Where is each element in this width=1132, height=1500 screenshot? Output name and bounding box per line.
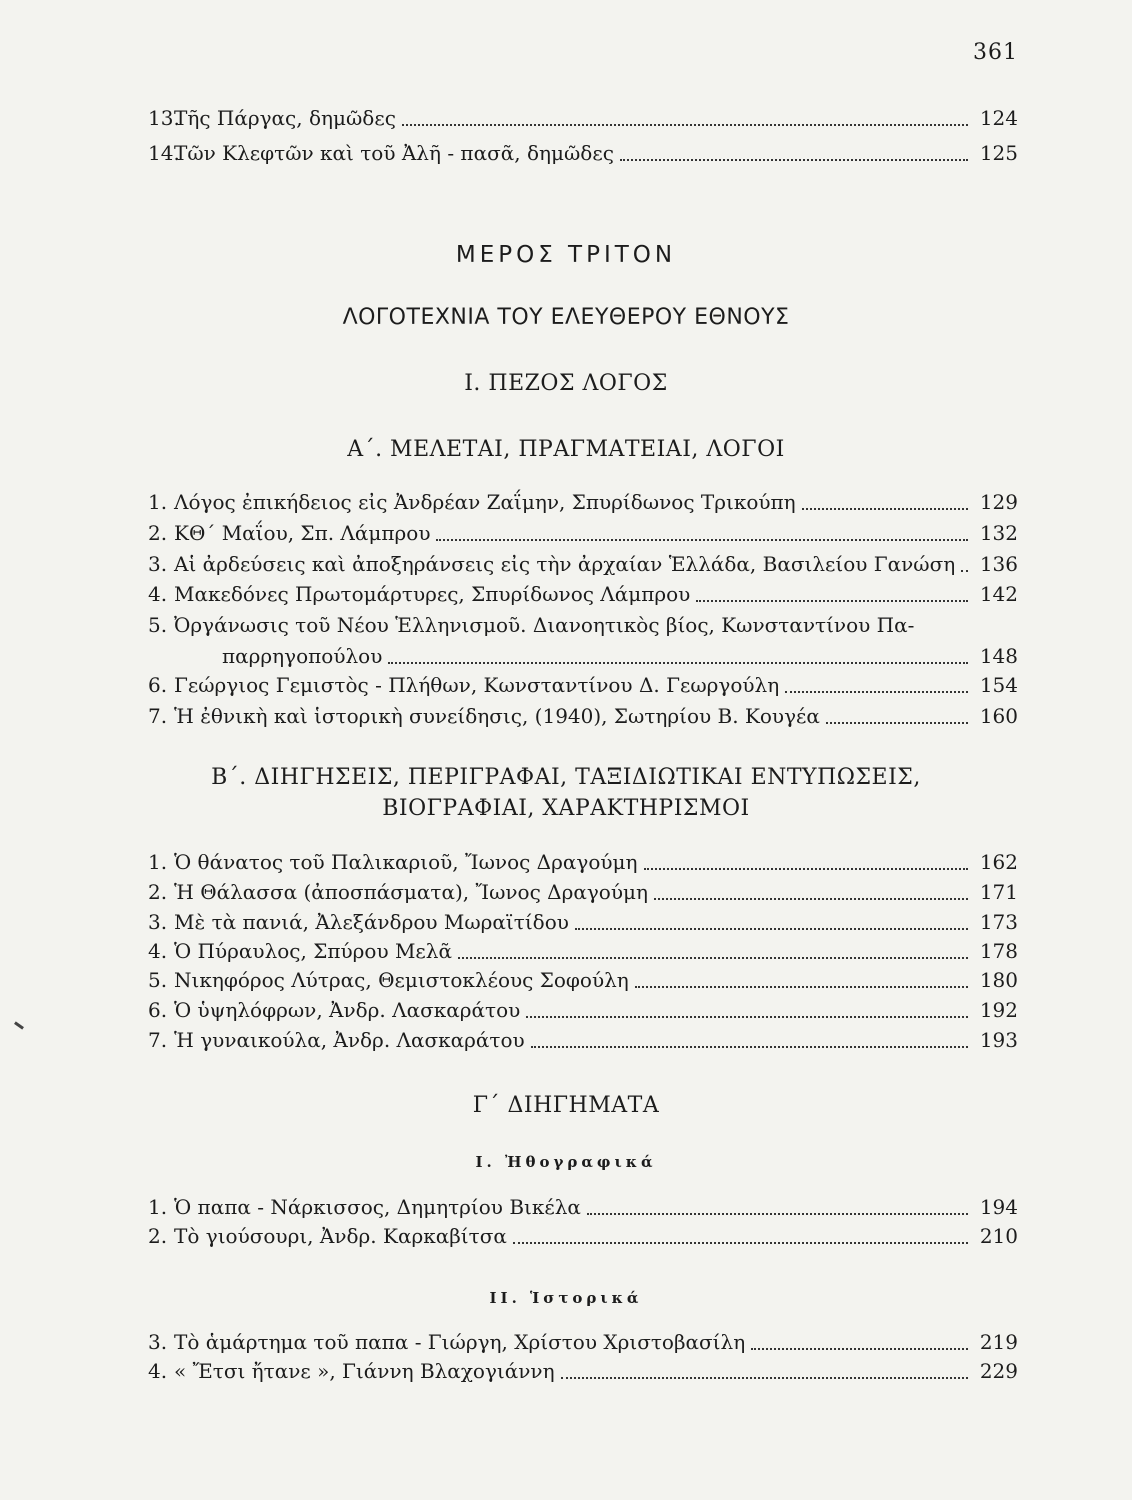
entry-number: 14. [148,141,180,165]
entry-page: 193 [979,1028,1018,1052]
toc-entry [148,937,1018,965]
dot-leader [620,159,968,161]
dot-leader [826,722,968,724]
entry-page: 136 [979,552,1018,576]
toc-entry [148,104,1018,132]
entry-number: 2. [148,521,168,545]
dot-leader [961,570,968,572]
dot-leader [402,124,968,126]
entry-page: 229 [979,1359,1018,1383]
entry-page: 160 [979,704,1018,728]
margin-mark [14,1021,24,1029]
entry-title: Ὁ παπα - Νάρκισσος, Δημητρίου Βικέλα [174,1195,581,1219]
dot-leader [436,539,968,541]
entry-page: 210 [979,1224,1018,1248]
entry-number: 3. [148,552,168,576]
entry-title: Λόγος ἐπικήδειος εἰς Ἀνδρέαν Ζαΐμην, Σπυρίδωνος Τρικούπη [174,490,796,514]
entry-number: 3. [148,910,168,934]
dot-leader [802,508,968,510]
toc-entry [148,878,1018,906]
entry-page: 125 [979,141,1018,165]
dot-leader [388,662,968,664]
entry-page: 178 [979,939,1018,963]
subsection-heading: ΙΙ. Ἱστορικά [489,1289,643,1307]
section-b-heading: Β΄. ΔΙΗΓΗΣΕΙΣ, ΠΕΡΙΓΡΑΦΑΙ, ΤΑΞΙΔΙΩΤΙΚΑΙ ΕΝΤΥΠΩΣΕΙΣ, [211,765,921,790]
dot-leader [587,1213,968,1215]
entry-page: 173 [979,910,1018,934]
toc-entry [148,488,1018,516]
entry-page: 142 [979,582,1018,606]
entry-page: 132 [979,521,1018,545]
entry-page: 129 [979,490,1018,514]
toc-entry [148,702,1018,730]
subsection-heading: Ι. Ἠθογραφικά [475,1153,657,1171]
entry-number: 6. [148,998,168,1022]
toc-entry [148,1222,1018,1250]
dot-leader [635,986,968,988]
entry-title: Αἱ ἀρδεύσεις καὶ ἀποξηράνσεις εἰς τὴν ἀρχαίαν Ἑλλάδα, Βασιλείου Γανώση [174,552,956,576]
dot-leader [751,1348,968,1350]
toc-entry [148,966,1018,994]
entry-title: Ἡ Θάλασσα (ἀποσπάσματα), Ἴωνος Δραγούμη [174,880,648,904]
entry-page: 148 [979,644,1018,668]
toc-entry [148,996,1018,1024]
toc-entry [148,519,1018,547]
entry-page: 219 [979,1330,1018,1354]
entry-page: 124 [979,106,1018,130]
toc-entry [148,611,1018,670]
dot-leader [531,1046,968,1048]
entry-number: 1. [148,1195,168,1219]
entry-title: ΚΘ΄ Μαΐου, Σπ. Λάμπρου [174,521,431,545]
part-title: ΜΕΡΟΣ ΤΡΙΤΟΝ [455,242,677,268]
entry-page: 194 [979,1195,1018,1219]
entry-number: 5. [148,613,168,637]
entry-title: Ὁ Πύραυλος, Σπύρου Μελᾶ [174,939,452,963]
entry-title: « Ἔτσι ἤτανε », Γιάννη Βλαχογιάννη [174,1359,555,1383]
page-number: 361 [973,40,1018,65]
entry-number: 13. [148,106,180,130]
entry-number: 2. [148,1224,168,1248]
entry-title: Τῶν Κλεφτῶν καὶ τοῦ Ἀλῆ - πασᾶ, δημῶδες [174,141,614,165]
entry-page: 192 [979,998,1018,1022]
toc-entry [148,671,1018,699]
entry-title: Ὁ θάνατος τοῦ Παλικαριοῦ, Ἴωνος Δραγούμη [174,850,638,874]
entry-number: 7. [148,1028,168,1052]
toc-entry [148,1328,1018,1356]
toc-entry [148,1193,1018,1221]
entry-title: Μακεδόνες Πρωτομάρτυρες, Σπυρίδωνος Λάμπρου [174,582,691,606]
dot-leader [561,1377,968,1379]
toc-entry [148,580,1018,608]
section-c-heading: Γ΄ ΔΙΗΓΗΜΑΤΑ [472,1093,660,1118]
dot-leader [513,1242,968,1244]
entry-title: Νικηφόρος Λύτρας, Θεμιστοκλέους Σοφούλη [174,968,629,992]
entry-title: Μὲ τὰ πανιά, Ἀλεξάνδρου Μωραϊτίδου [174,910,569,934]
entry-number: 1. [148,490,168,514]
toc-entry [148,1357,1018,1385]
entry-number: 6. [148,673,168,697]
entry-title-continued: παρρηγοπούλου [222,644,383,668]
toc-entry [148,848,1018,876]
entry-page: 171 [979,880,1018,904]
dot-leader [526,1016,968,1018]
toc-entry [148,139,1018,167]
entry-title: Τὸ ἁμάρτημα τοῦ παπα - Γιώργη, Χρίστου Χριστοβασίλη [174,1330,746,1354]
entry-number: 5. [148,968,168,992]
dot-leader [654,898,968,900]
entry-page: 180 [979,968,1018,992]
entry-number: 4. [148,939,168,963]
entry-title: Ἡ ἐθνικὴ καὶ ἱστορικὴ συνείδησις, (1940), Σωτηρίου Β. Κουγέα [174,704,820,728]
part-subtitle: ΛΟΓΟΤΕΧΝΙΑ ΤΟΥ ΕΛΕΥΘΕΡΟΥ ΕΘΝΟΥΣ [342,305,790,330]
entry-number: 3. [148,1330,168,1354]
dot-leader [458,957,968,959]
toc-entry [148,1026,1018,1054]
entry-number: 2. [148,880,168,904]
dot-leader [785,691,968,693]
dot-leader [696,600,968,602]
entry-title: Ὀργάνωσις τοῦ Νέου Ἑλληνισμοῦ. Διανοητικὸς βίος, Κωνσταντίνου Πα- [174,613,915,637]
entry-page: 162 [979,850,1018,874]
entry-title: Ὁ ὑψηλόφρων, Ἀνδρ. Λασκαράτου [174,998,521,1022]
entry-number: 7. [148,704,168,728]
entry-title: Τὸ γιούσουρι, Ἀνδρ. Καρκαβίτσα [174,1224,507,1248]
entry-title: Γεώργιος Γεμιστὸς - Πλήθων, Κωνσταντίνου Δ. Γεωργούλη [174,673,780,697]
prose-heading: Ι. ΠΕΖΟΣ ΛΟΓΟΣ [464,371,668,396]
section-b-heading-line2: ΒΙΟΓΡΑΦΙΑΙ, ΧΑΡΑΚΤΗΡΙΣΜΟΙ [382,796,750,821]
entry-page: 154 [979,673,1018,697]
entry-number: 4. [148,582,168,606]
entry-number: 1. [148,850,168,874]
entry-title: Τῆς Πάργας, δημῶδες [174,106,396,130]
entry-title: Ἡ γυναικούλα, Ἀνδρ. Λασκαράτου [174,1028,525,1052]
section-a-heading: Α΄. ΜΕΛΕΤΑΙ, ΠΡΑΓΜΑΤΕΙΑΙ, ΛΟΓΟΙ [347,437,785,462]
dot-leader [575,928,968,930]
toc-entry [148,908,1018,936]
dot-leader [644,868,968,870]
entry-number: 4. [148,1359,168,1383]
toc-entry [148,550,1018,578]
